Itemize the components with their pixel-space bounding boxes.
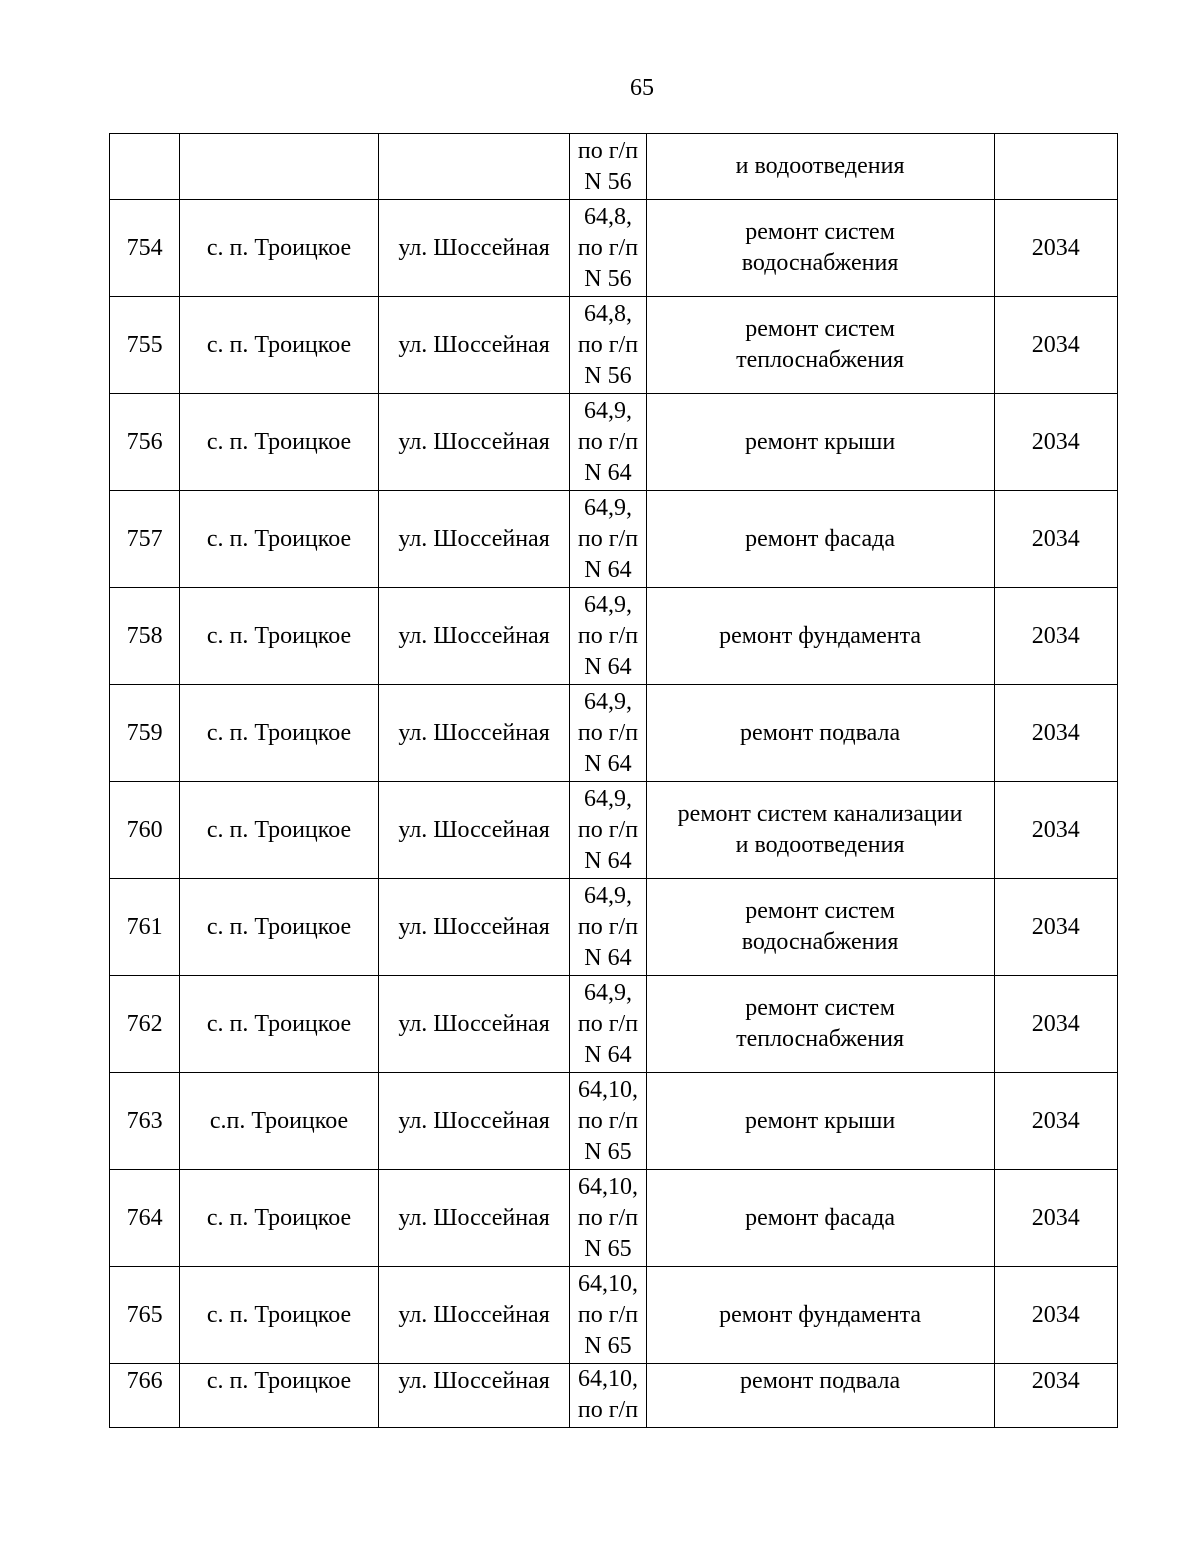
cell-settlement: с. п. Троицкое xyxy=(180,588,379,685)
work-line: теплоснабжения xyxy=(736,347,905,373)
work-line: и водоотведения xyxy=(735,832,905,858)
cell-work-type xyxy=(646,491,994,588)
cell-work-type xyxy=(646,879,994,976)
cell-street: ул. Шоссейная xyxy=(378,297,570,394)
cell-settlement: с. п. Троицкое xyxy=(180,394,379,491)
house-line: 64,10, xyxy=(577,1076,638,1103)
cell-street: ул. Шоссейная xyxy=(378,976,570,1073)
cell-street: ул. Шоссейная xyxy=(378,879,570,976)
cell-settlement: с. п. Троицкое xyxy=(180,1170,379,1267)
cell-work-type xyxy=(646,297,994,394)
cell-number: 765 xyxy=(110,1267,180,1364)
cell-settlement: с. п. Троицкое xyxy=(180,1364,379,1428)
cell-year: 2034 xyxy=(994,1364,1117,1428)
cell-settlement: с. п. Троицкое xyxy=(180,200,379,297)
cell-work-type xyxy=(646,782,994,879)
work-line: ремонт фундамента xyxy=(719,622,922,649)
cell-house xyxy=(570,491,646,588)
cell-work-type xyxy=(646,200,994,297)
house-line: N 56 xyxy=(584,168,632,195)
cell-street: ул. Шоссейная xyxy=(378,685,570,782)
table-row xyxy=(110,297,1118,394)
house-line: N 64 xyxy=(584,750,632,777)
cell-number: 754 xyxy=(110,200,180,297)
page-number: 65 xyxy=(630,75,654,101)
cell-number: 761 xyxy=(110,879,180,976)
house-line: по г/п xyxy=(577,622,639,649)
cell-house xyxy=(570,134,646,200)
cell-year: 2034 xyxy=(994,976,1117,1073)
cell-number: 757 xyxy=(110,491,180,588)
work-line: ремонт систем xyxy=(745,219,895,245)
cell-street: ул. Шоссейная xyxy=(378,1170,570,1267)
cell-street: ул. Шоссейная xyxy=(378,200,570,297)
cell-number: 762 xyxy=(110,976,180,1073)
cell-settlement xyxy=(180,134,379,200)
cell-year: 2034 xyxy=(994,1267,1117,1364)
cell-street xyxy=(378,134,570,200)
table-row xyxy=(110,1267,1118,1364)
cell-street: ул. Шоссейная xyxy=(378,394,570,491)
cell-year: 2034 xyxy=(994,782,1117,879)
work-line: ремонт фасада xyxy=(745,1204,895,1231)
cell-house xyxy=(570,685,646,782)
house-line: по г/п xyxy=(577,137,639,164)
work-line: ремонт фасада xyxy=(745,525,895,552)
house-line: по г/п xyxy=(577,1010,639,1037)
cell-work-type xyxy=(646,1073,994,1170)
cell-year: 2034 xyxy=(994,879,1117,976)
house-line: N 65 xyxy=(584,1235,632,1262)
cell-year: 2034 xyxy=(994,588,1117,685)
cell-settlement: с. п. Троицкое xyxy=(180,976,379,1073)
house-line: 64,9, xyxy=(583,882,632,909)
cell-work-type xyxy=(646,1170,994,1267)
cell-house xyxy=(570,297,646,394)
house-line: по г/п xyxy=(577,1397,639,1423)
cell-street: ул. Шоссейная xyxy=(378,782,570,879)
work-line: ремонт подвала xyxy=(740,719,901,746)
house-line: 64,9, xyxy=(583,688,632,715)
cell-year: 2034 xyxy=(994,1170,1117,1267)
cell-number: 766 xyxy=(110,1364,180,1428)
cell-house xyxy=(570,394,646,491)
cell-year: 2034 xyxy=(994,297,1117,394)
house-line: по г/п xyxy=(577,1107,639,1134)
house-line: 64,9, xyxy=(583,397,632,424)
house-line: N 64 xyxy=(584,653,632,680)
cell-work-type xyxy=(646,976,994,1073)
cell-settlement: с. п. Троицкое xyxy=(180,879,379,976)
house-line: 64,9, xyxy=(583,494,632,521)
cell-work-type xyxy=(646,685,994,782)
work-line: ремонт фундамента xyxy=(719,1301,922,1328)
cell-house xyxy=(570,1364,646,1428)
cell-settlement: с. п. Троицкое xyxy=(180,782,379,879)
cell-number: 764 xyxy=(110,1170,180,1267)
house-line: 64,10, xyxy=(577,1270,638,1297)
house-line: 64,8, xyxy=(583,203,632,230)
cell-settlement: с. п. Троицкое xyxy=(180,1267,379,1364)
cell-number: 758 xyxy=(110,588,180,685)
table-row xyxy=(110,394,1118,491)
cell-year: 2034 xyxy=(994,685,1117,782)
work-line: ремонт систем xyxy=(745,316,895,342)
house-line: N 64 xyxy=(584,847,632,874)
table-row xyxy=(110,1170,1118,1267)
house-line: по г/п xyxy=(577,1204,639,1231)
table-row xyxy=(110,1364,1118,1428)
house-line: N 64 xyxy=(584,556,632,583)
cell-year: 2034 xyxy=(994,394,1117,491)
house-line: 64,10, xyxy=(577,1173,638,1200)
house-line: по г/п xyxy=(577,816,639,843)
cell-number: 755 xyxy=(110,297,180,394)
cell-house xyxy=(570,1170,646,1267)
table-row xyxy=(110,134,1118,200)
house-line: 64,9, xyxy=(583,785,632,812)
house-line: 64,10, xyxy=(577,1366,638,1392)
cell-year: 2034 xyxy=(994,491,1117,588)
cell-year xyxy=(994,134,1117,200)
cell-house xyxy=(570,879,646,976)
cell-year: 2034 xyxy=(994,200,1117,297)
work-line: ремонт крыши xyxy=(744,428,896,455)
work-line: ремонт систем xyxy=(745,995,895,1021)
house-line: по г/п xyxy=(577,234,639,261)
house-line: 64,8, xyxy=(583,300,632,327)
cell-street: ул. Шоссейная xyxy=(378,1364,570,1428)
cell-house xyxy=(570,588,646,685)
table-row xyxy=(110,685,1118,782)
table-row xyxy=(110,588,1118,685)
work-line: ремонт систем канализации xyxy=(677,801,963,827)
work-line: ремонт систем xyxy=(745,898,895,924)
cell-work-type xyxy=(646,1267,994,1364)
cell-number: 759 xyxy=(110,685,180,782)
work-line: теплоснабжения xyxy=(736,1026,905,1052)
house-line: N 65 xyxy=(584,1332,632,1359)
cell-street: ул. Шоссейная xyxy=(378,1073,570,1170)
cell-number xyxy=(110,134,180,200)
house-line: N 56 xyxy=(584,265,632,292)
cell-house xyxy=(570,1267,646,1364)
cell-house xyxy=(570,976,646,1073)
cell-number: 760 xyxy=(110,782,180,879)
house-line: по г/п xyxy=(577,1301,639,1328)
table-row xyxy=(110,976,1118,1073)
table-row xyxy=(110,200,1118,297)
house-line: 64,9, xyxy=(583,979,632,1006)
cell-street: ул. Шоссейная xyxy=(378,588,570,685)
work-line: ремонт подвала xyxy=(740,1368,901,1394)
table-row xyxy=(110,491,1118,588)
work-line: и водоотведения xyxy=(735,153,905,179)
cell-number: 763 xyxy=(110,1073,180,1170)
cell-settlement: с. п. Троицкое xyxy=(180,297,379,394)
house-line: N 65 xyxy=(584,1138,632,1165)
cell-house xyxy=(570,782,646,879)
house-line: по г/п xyxy=(577,428,639,455)
work-line: водоснабжения xyxy=(741,929,899,955)
house-line: по г/п xyxy=(577,719,639,746)
cell-street: ул. Шоссейная xyxy=(378,1267,570,1364)
cell-work-type xyxy=(646,134,994,200)
cell-street: ул. Шоссейная xyxy=(378,491,570,588)
cell-settlement: с. п. Троицкое xyxy=(180,685,379,782)
cell-year: 2034 xyxy=(994,1073,1117,1170)
cell-settlement: с.п. Троицкое xyxy=(180,1073,379,1170)
cell-number: 756 xyxy=(110,394,180,491)
table-row xyxy=(110,879,1118,976)
cell-work-type xyxy=(646,588,994,685)
work-line: ремонт крыши xyxy=(744,1107,896,1134)
house-line: N 56 xyxy=(584,362,632,389)
work-line: водоснабжения xyxy=(741,250,899,276)
house-line: N 64 xyxy=(584,1041,632,1068)
house-line: по г/п xyxy=(577,913,639,940)
cell-house xyxy=(570,1073,646,1170)
repair-schedule-table xyxy=(109,133,1118,1428)
cell-settlement: с. п. Троицкое xyxy=(180,491,379,588)
cell-house xyxy=(570,200,646,297)
table-row xyxy=(110,1073,1118,1170)
house-line: 64,9, xyxy=(583,591,632,618)
house-line: N 64 xyxy=(584,459,632,486)
table-body xyxy=(110,134,1118,1428)
house-line: по г/п xyxy=(577,331,639,358)
cell-work-type xyxy=(646,394,994,491)
cell-work-type xyxy=(646,1364,994,1428)
table-row xyxy=(110,782,1118,879)
house-line: N 64 xyxy=(584,944,632,971)
house-line: по г/п xyxy=(577,525,639,552)
